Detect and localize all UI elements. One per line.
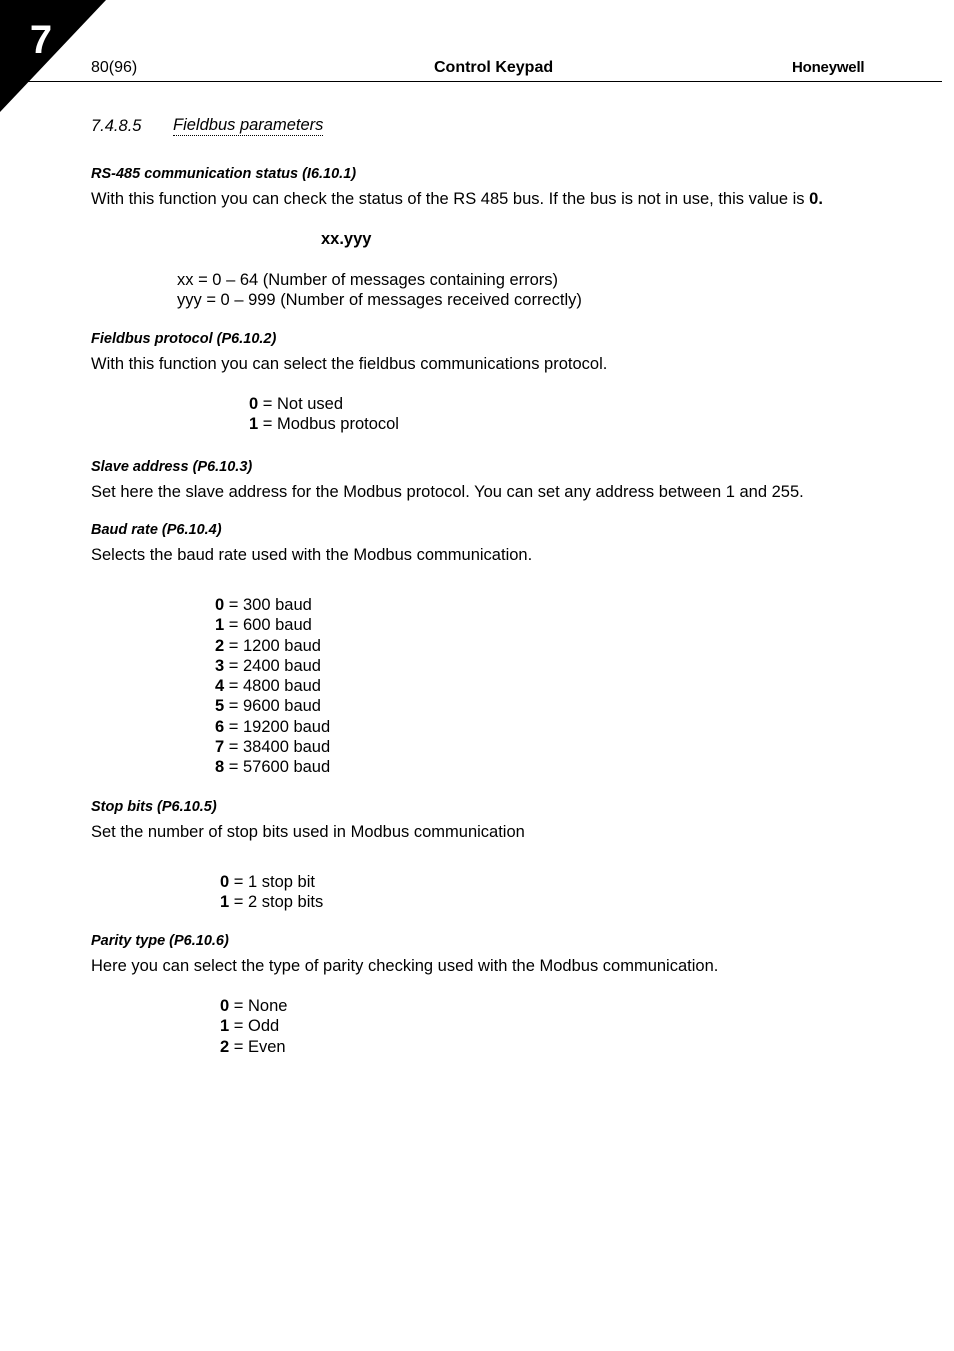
option-key: 4 bbox=[215, 677, 225, 696]
option-label: = None bbox=[229, 997, 288, 1015]
option-key: 2 bbox=[220, 1037, 230, 1056]
parity-options bbox=[220, 996, 287, 1057]
parity-option bbox=[220, 996, 287, 1016]
parity-text: Here you can select the type of parity checking used with the Modbus communication. bbox=[91, 957, 719, 975]
rs485-text-body: With this function you can check the status of the RS 485 bus. If the bus is not in use, this value is bbox=[91, 190, 810, 208]
option-label: = Modbus protocol bbox=[258, 415, 399, 434]
stop-options bbox=[220, 872, 323, 913]
section-number: 7.4.8.5 bbox=[91, 117, 142, 135]
option-key: 0 bbox=[249, 395, 259, 413]
baud-option bbox=[215, 636, 330, 656]
stop-text: Set the number of stop bits used in Modbus communication bbox=[91, 823, 525, 841]
baud-option bbox=[215, 656, 330, 676]
option-label: = Odd bbox=[229, 1017, 280, 1036]
baud-option bbox=[215, 717, 330, 737]
slave-heading: Slave address (P6.10.3) bbox=[91, 459, 253, 475]
option-key: 1 bbox=[220, 1017, 230, 1036]
option-label: = 1 stop bit bbox=[229, 873, 315, 891]
rs485-text bbox=[91, 189, 823, 209]
section-title: Fieldbus parameters bbox=[173, 116, 324, 134]
rs485-heading: RS-485 communication status (I6.10.1) bbox=[91, 166, 357, 182]
option-label: = 19200 baud bbox=[224, 717, 331, 736]
parity-heading: Parity type (P6.10.6) bbox=[91, 933, 229, 949]
option-key: 3 bbox=[215, 656, 225, 675]
option-key: 5 bbox=[215, 697, 225, 716]
option-key: 2 bbox=[215, 636, 225, 655]
baud-option bbox=[215, 595, 330, 615]
baud-option bbox=[215, 676, 330, 696]
baud-option bbox=[215, 615, 330, 635]
option-label: = 4800 baud bbox=[224, 677, 321, 696]
baud-option bbox=[215, 696, 330, 716]
option-key: 1 bbox=[215, 616, 225, 635]
protocol-option bbox=[249, 394, 399, 414]
protocol-text: With this function you can select the fieldbus communications protocol. bbox=[91, 355, 608, 373]
option-key: 7 bbox=[215, 738, 225, 757]
option-key: 6 bbox=[215, 717, 225, 736]
page-number: 80(96) bbox=[91, 59, 138, 76]
option-key: 1 bbox=[249, 415, 259, 434]
option-label: = 57600 baud bbox=[224, 758, 331, 777]
baud-option bbox=[215, 737, 330, 757]
parity-option bbox=[220, 1037, 287, 1057]
option-key: 8 bbox=[215, 758, 225, 777]
chapter-number: 7 bbox=[29, 18, 53, 62]
rs485-line-xx: xx = 0 – 64 (Number of messages containing errors) bbox=[177, 271, 559, 289]
option-key: 0 bbox=[215, 596, 225, 614]
honeywell-logo: Honeywell bbox=[792, 59, 865, 76]
option-label: = 2400 baud bbox=[224, 656, 321, 675]
baud-heading: Baud rate (P6.10.4) bbox=[91, 522, 222, 538]
option-label: = 2 stop bits bbox=[229, 893, 324, 912]
rs485-format: xx.yyy bbox=[321, 230, 372, 248]
protocol-options bbox=[249, 394, 399, 435]
stop-option bbox=[220, 892, 323, 912]
option-key: 0 bbox=[220, 873, 230, 891]
rs485-text-value: 0. bbox=[809, 190, 823, 208]
rs485-line-yyy: yyy = 0 – 999 (Number of messages received correctly) bbox=[177, 291, 582, 309]
baud-option bbox=[215, 757, 330, 777]
option-label: = 300 baud bbox=[224, 596, 312, 614]
baud-options bbox=[215, 595, 330, 778]
header-rule bbox=[28, 81, 942, 82]
parity-option bbox=[220, 1016, 287, 1036]
protocol-heading: Fieldbus protocol (P6.10.2) bbox=[91, 331, 277, 347]
option-label: = 600 baud bbox=[224, 616, 312, 635]
option-label: = 1200 baud bbox=[224, 636, 321, 655]
option-key: 1 bbox=[220, 893, 230, 912]
protocol-option bbox=[249, 414, 399, 434]
option-label: = 38400 baud bbox=[224, 738, 331, 757]
slave-text: Set here the slave address for the Modbus protocol. You can set any address between 1 and 255. bbox=[91, 483, 804, 501]
option-label: = Even bbox=[229, 1037, 286, 1056]
header-title: Control Keypad bbox=[434, 59, 554, 76]
baud-text: Selects the baud rate used with the Modbus communication. bbox=[91, 546, 533, 564]
option-label: = Not used bbox=[258, 395, 344, 413]
option-label: = 9600 baud bbox=[224, 697, 321, 716]
stop-option bbox=[220, 872, 323, 892]
stop-heading: Stop bits (P6.10.5) bbox=[91, 799, 217, 815]
option-key: 0 bbox=[220, 997, 230, 1015]
